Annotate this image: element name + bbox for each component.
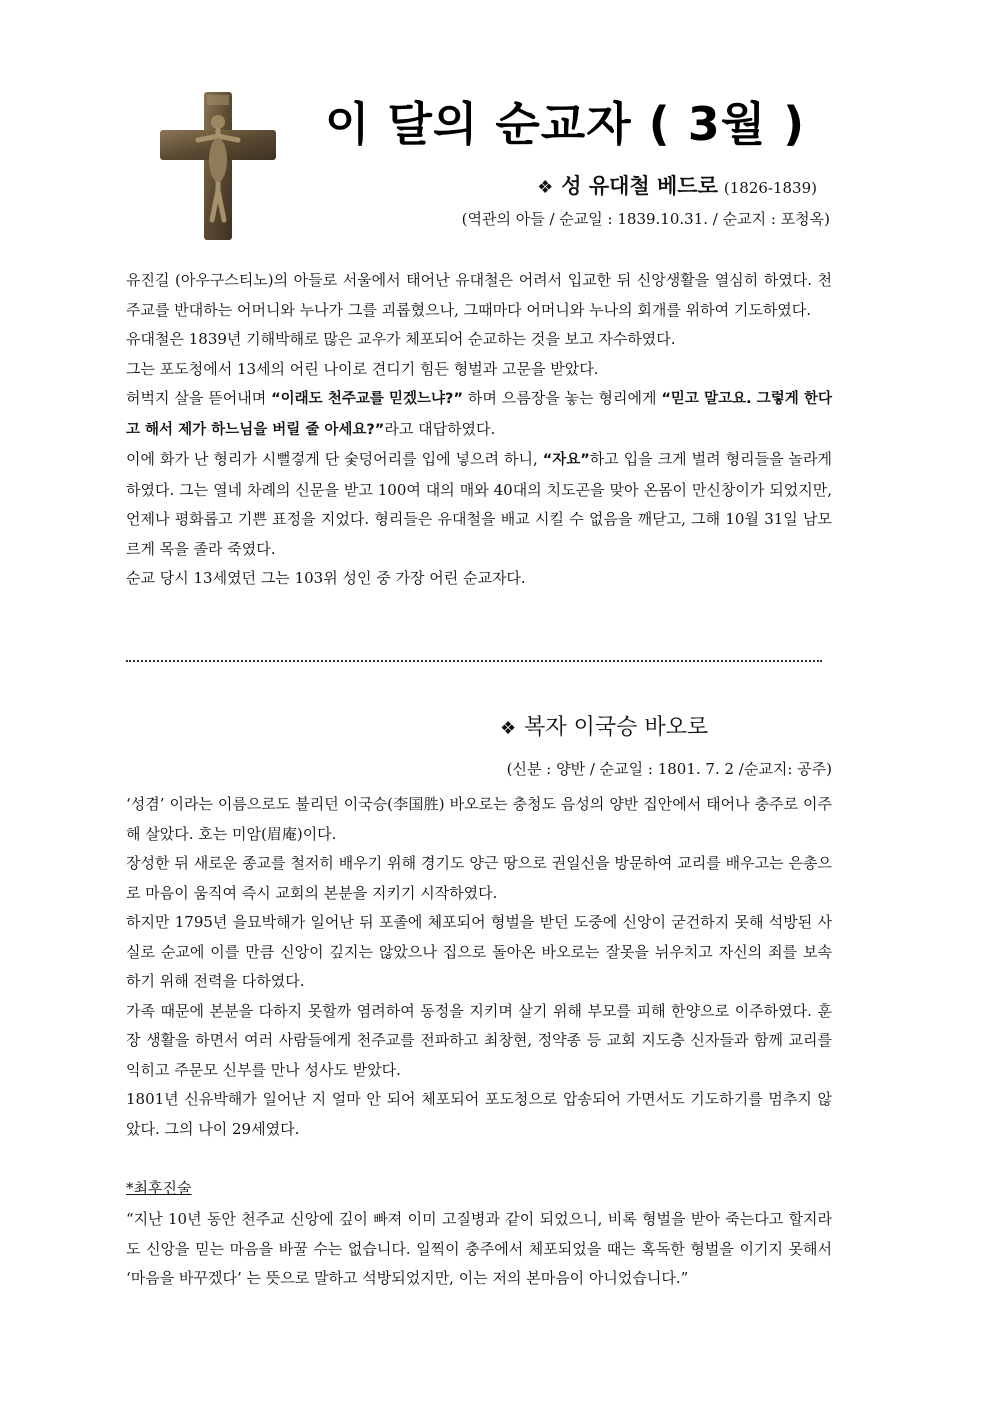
text-run: 라고 대답하였다. (384, 419, 496, 438)
paragraph: 유진길 (아우구스티노)의 아들로 서울에서 태어난 유대철은 어려서 입교한 뒤 신앙생활을 열심히 하였다. 천주교를 반대하는 어머니와 누나가 그를 괴롭혔으나, 그때마다 어머니와 누나의 회개를 위하여 기도하였다. (126, 271, 832, 319)
paragraph: 그는 포도청에서 13세의 어린 나이로 견디기 힘든 형벌과 고문을 받았다. (126, 359, 599, 378)
section1-heading (537, 170, 817, 200)
text-run: 하고 입을 크게 벌려 형리들을 놀라게 하였다. 그는 열네 차례의 신문을 받고 100여 대의 매와 40대의 치도곤을 맞아 온몸이 만신창이가 되었지만, 언제나 평화롭고 기쁜 표정을 지었다. 형리들은 유대철을 배교 시킬 수 없음을 깨닫고, 그해 10월 31일 남모르게 목을 졸라 죽였다. (126, 450, 832, 558)
paragraph: 순교 당시 13세였던 그는 103위 성인 중 가장 어린 순교자다. (126, 569, 526, 587)
quote-bold: “자요” (542, 452, 590, 468)
section2-body (126, 790, 832, 1144)
paragraph (126, 445, 832, 564)
diamond-bullet-icon: ❖ (537, 177, 554, 198)
section1-name: 성 유대철 베드로 (561, 174, 718, 198)
section1-meta: (역관의 아들 / 순교일 : 1839.10.31. / 순교지 : 포청옥) (461, 210, 830, 228)
diamond-bullet-icon: ❖ (500, 718, 517, 739)
section1-years: (1826-1839) (723, 179, 817, 197)
paragraph (126, 384, 832, 445)
page-title: 이 달의 순교자 ( 3월 ) (325, 97, 806, 151)
section1-body (126, 266, 832, 594)
paragraph: 유대철은 1839년 기해박해로 많은 교우가 체포되어 순교하는 것을 보고 자수하였다. (126, 330, 676, 348)
text-run: 이에 화가 난 형리가 시뻘겋게 단 숯덩어리를 입에 넣으려 하니, (126, 450, 543, 468)
last-statement-heading: *최후진술 (126, 1179, 192, 1197)
dotted-divider (126, 660, 822, 662)
text-run: 허벅지 살을 뜯어내며 (126, 389, 272, 407)
quote-bold: “이래도 천주교를 믿겠느냐?” (271, 391, 463, 407)
paragraph: 하지만 1795년 을묘박해가 일어난 뒤 포졸에 체포되어 형벌을 받던 도중에 신앙이 굳건하지 못해 석방된 사실로 순교에 이를 만큼 신앙이 깊지는 않았으나 집으로 돌아온 바오로는 잘못을 뉘우치고 자신의 죄를 보속 하기 위해 전력을 다하였다. (126, 913, 832, 990)
paragraph: 장성한 뒤 새로운 종교를 철저히 배우기 위해 경기도 양근 땅으로 권일신을 방문하여 교리를 배우고는 은총으로 마음이 움직여 즉시 교회의 본분을 지키기 시작하였다. (126, 854, 832, 902)
quote-bold: “믿고 말고요. 그렇게 한다고 해서 제가 하느님을 버릴 줄 아세요?” (126, 391, 832, 438)
section2-meta: (신분 : 양반 / 순교일 : 1801. 7. 2 /순교지: 공주) (506, 760, 832, 778)
crucifix-icon (160, 92, 276, 240)
section2-heading (500, 710, 708, 741)
section2-name: 복자 이국승 바오로 (524, 715, 709, 740)
paragraph: 1801년 신유박해가 일어난 지 얼마 안 되어 체포되어 포도청으로 압송되어 가면서도 기도하기를 멈추지 않았다. 그의 나이 29세였다. (126, 1090, 832, 1138)
last-statement (126, 1205, 832, 1294)
paragraph: “지난 10년 동안 천주교 신앙에 깊이 빠져 이미 고질병과 같이 되었으니, 비록 형벌을 받아 죽는다고 할지라도 신앙을 믿는 마음을 바꿀 수는 없습니다. 일찍이 충주에서 체포되었을 때는 혹독한 형벌을 이기지 못해서 ‘마음을 바꾸겠다’ 는 뜻으로 말하고 석방되었지만, 이는 저의 본마음이 아니었습니다.” (126, 1210, 832, 1287)
text-run: 하며 으름장을 놓는 형리에게 (463, 389, 662, 407)
paragraph: ‘성겸’ 이라는 이름으로도 불리던 이국승(李国胜) 바오로는 충청도 음성의 양반 집안에서 태어나 충주로 이주해 살았다. 호는 미암(眉庵)이다. (126, 795, 832, 843)
paragraph: 가족 때문에 본분을 다하지 못할까 염려하여 동정을 지키며 살기 위해 부모를 피해 한양으로 이주하였다. 훈장 생활을 하면서 여러 사람들에게 천주교를 전파하고 최창현, 정약종 등 교회 지도층 신자들과 함께 교리를 익히고 주문모 신부를 만나 성사도 받았다. (126, 1001, 832, 1079)
